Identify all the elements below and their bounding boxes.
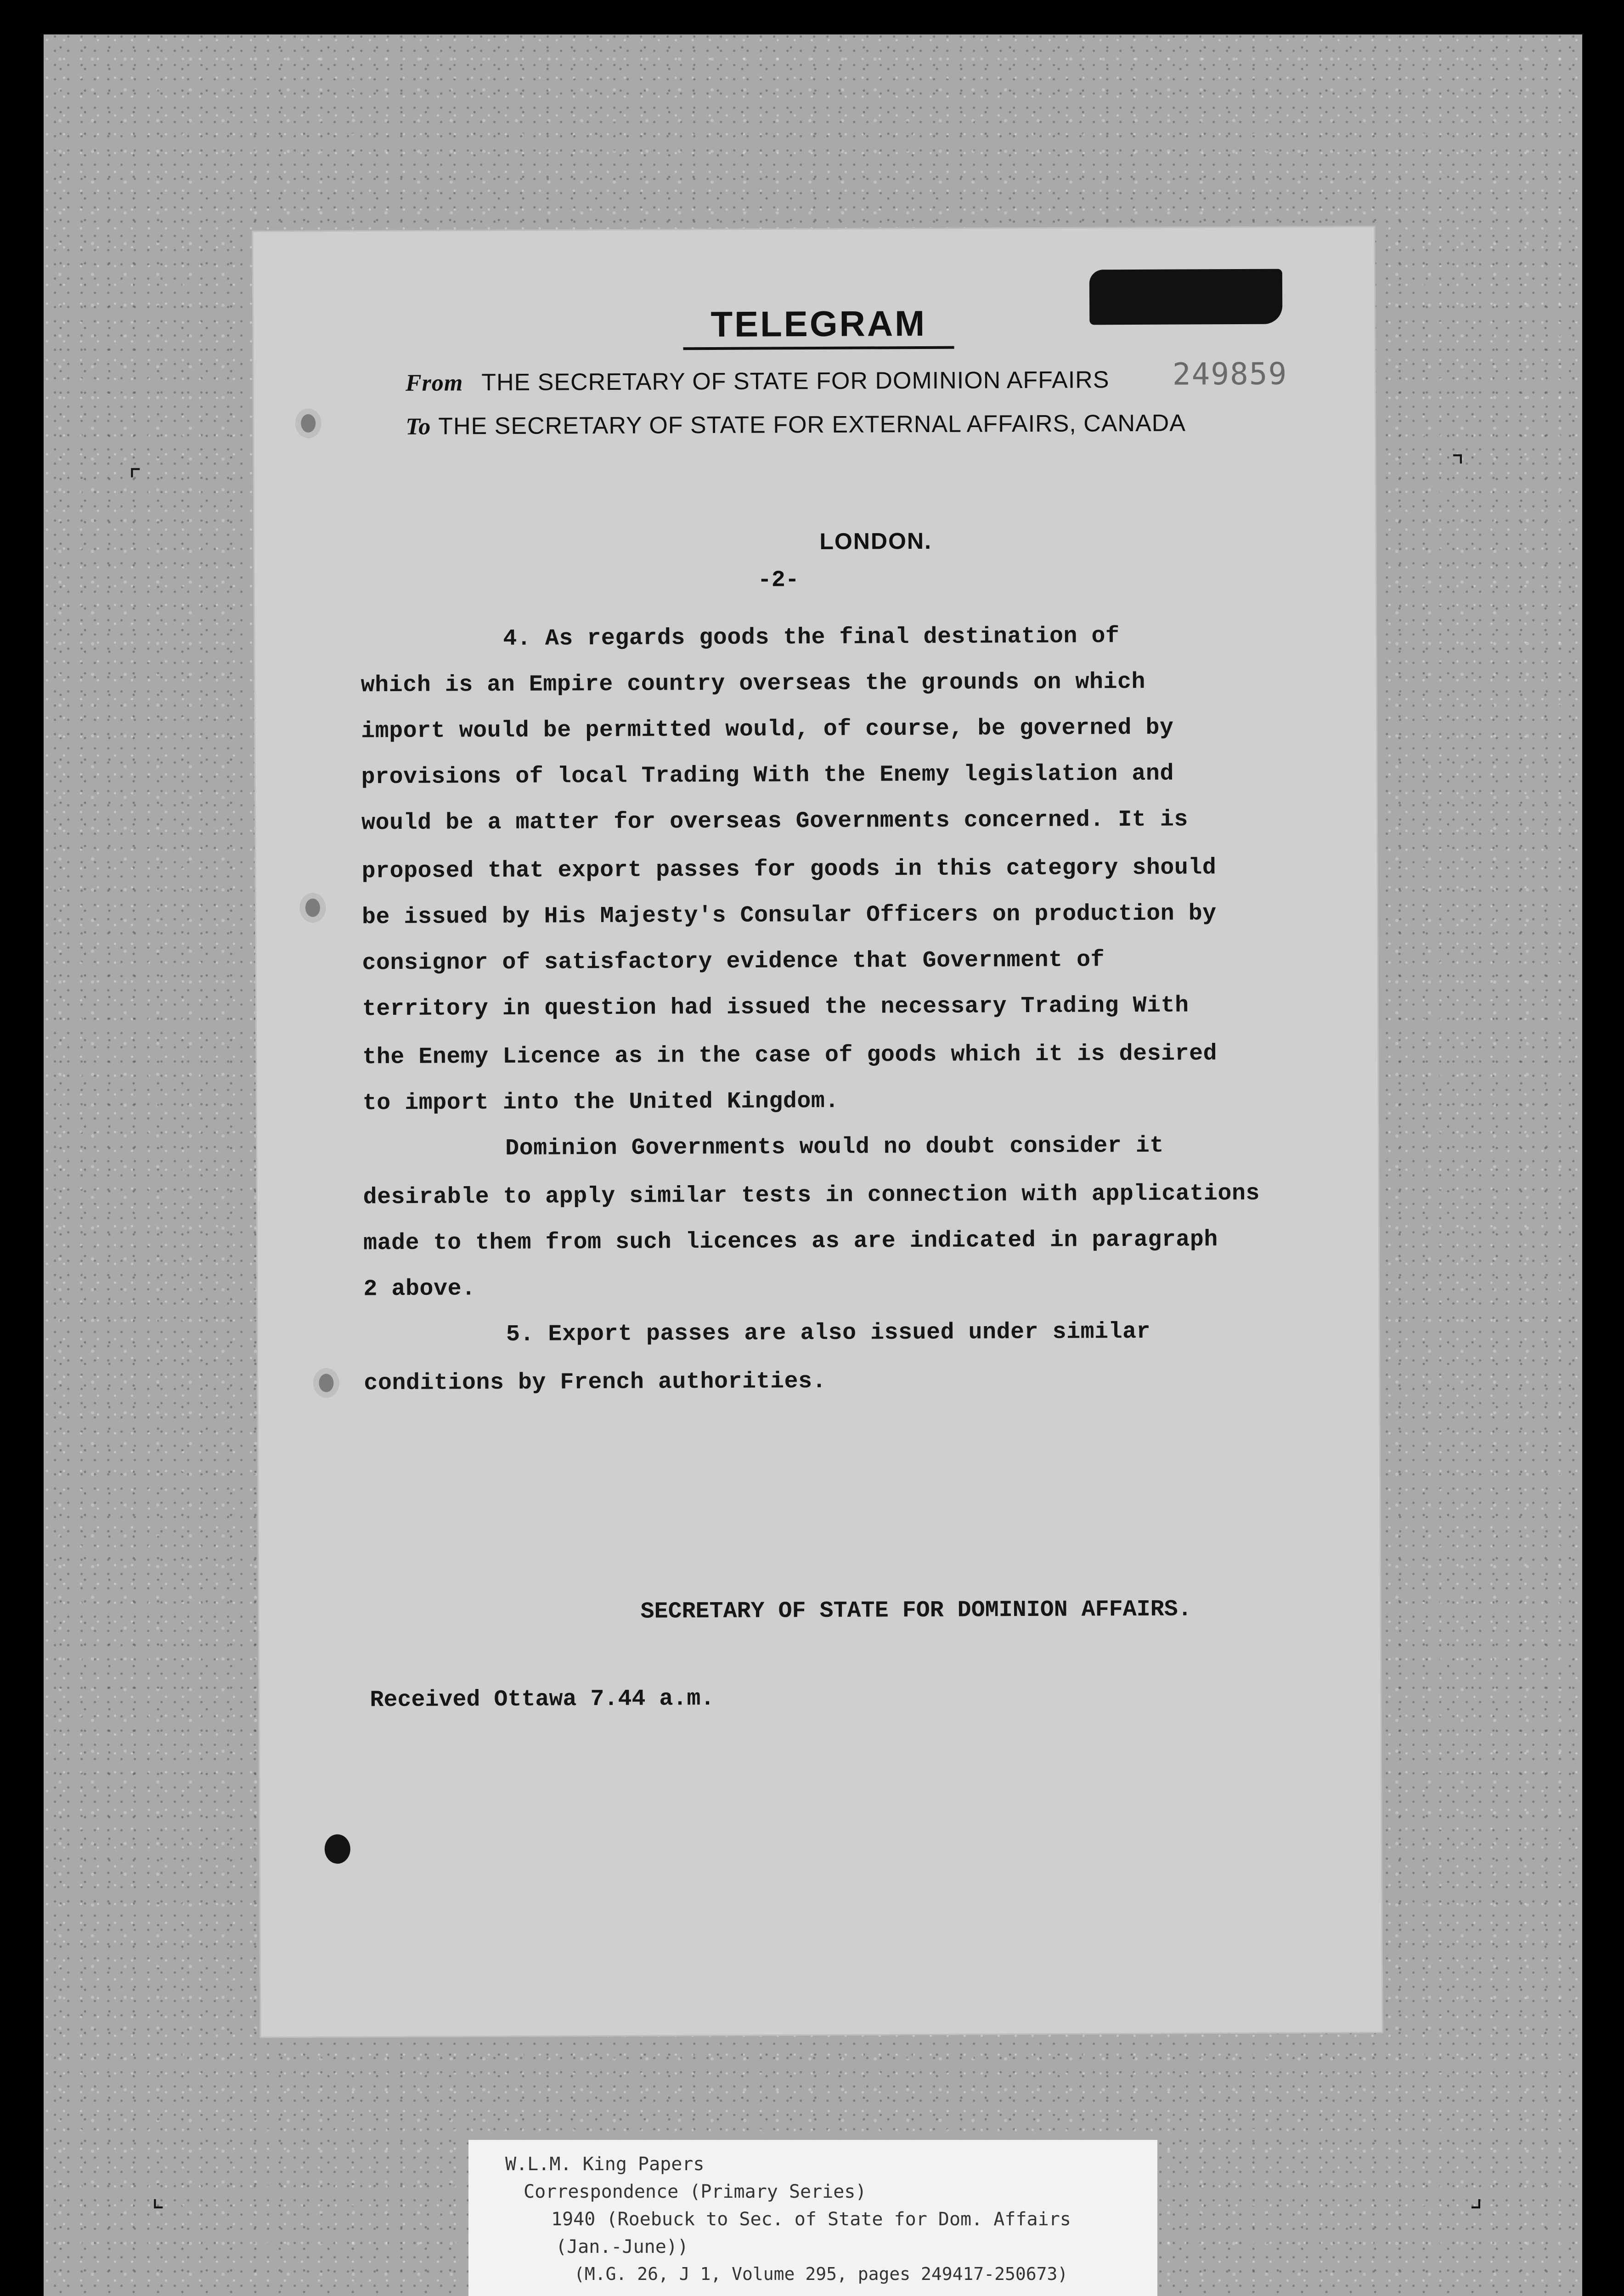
label-line: (M.G. 26, J 1, Volume 295, pages 249417-250673) <box>574 2264 1068 2284</box>
redaction-block <box>1089 269 1283 325</box>
body-line: be issued by His Majesty's Consular Officers on production by <box>361 900 1217 931</box>
body-line: provisions of local Trading With the Enemy legislation and <box>361 760 1174 791</box>
body-line: Dominion Governments would no doubt consider it <box>505 1132 1164 1162</box>
corner-mark-icon: ⌟ <box>1470 2181 1483 2213</box>
body-line: consignor of satisfactory evidence that Government of <box>362 947 1105 977</box>
label-line: (Jan.-June)) <box>556 2236 688 2257</box>
body-line: the Enemy Licence as in the case of goods which it is desired <box>362 1041 1218 1071</box>
punch-hole <box>300 893 326 923</box>
body-line: territory in question had issued the necessary Trading With <box>362 992 1189 1023</box>
body-line: would be a matter for overseas Governments concerned. It is <box>361 806 1188 837</box>
body-line: 2 above. <box>363 1276 476 1303</box>
corner-mark-icon: ⌜ <box>129 464 142 496</box>
punch-hole <box>313 1368 339 1398</box>
punch-hole <box>295 409 321 438</box>
received-line: Received Ottawa 7.44 a.m. <box>370 1685 715 1714</box>
place-of-origin: LONDON. <box>819 528 932 554</box>
telegram-page <box>253 227 1382 2037</box>
corner-mark-icon: ⌝ <box>1451 450 1465 482</box>
to-text: THE SECRETARY OF STATE FOR EXTERNAL AFFAIRS, CANADA <box>438 410 1186 440</box>
from-prefix: From <box>405 370 463 396</box>
label-line: Correspondence (Primary Series) <box>524 2181 867 2202</box>
body-line: 5. Export passes are also issued under similar <box>506 1318 1151 1348</box>
label-line: W.L.M. King Papers <box>505 2154 705 2175</box>
body-line: which is an Empire country overseas the grounds on which <box>361 669 1146 699</box>
corner-mark-icon: ⌞ <box>152 2181 165 2213</box>
body-line: conditions by French authorities. <box>364 1368 827 1397</box>
body-line: proposed that export passes for goods in this category should <box>361 855 1217 885</box>
body-line: import would be permitted would, of course, be governed by <box>361 715 1174 745</box>
body-line: to import into the United Kingdom. <box>362 1088 840 1117</box>
signature-line: SECRETARY OF STATE FOR DOMINION AFFAIRS. <box>640 1596 1192 1625</box>
to-line <box>406 409 1186 440</box>
body-line: desirable to apply similar tests in connection with applications <box>363 1180 1260 1211</box>
label-line: 1940 (Roebuck to Sec. of State for Dom. Affairs <box>551 2209 1071 2230</box>
page-number: -2- <box>757 567 799 594</box>
archive-reference-label <box>468 2140 1157 2296</box>
telegram-title: TELEGRAM <box>683 303 954 350</box>
to-prefix: To <box>406 413 431 440</box>
punch-hole <box>325 1834 350 1863</box>
document-number: 249859 <box>1172 356 1288 392</box>
body-line: made to them from such licences as are indicated in paragraph <box>363 1227 1218 1257</box>
body-line: 4. As regards goods the final destination of <box>503 623 1120 652</box>
from-text: THE SECRETARY OF STATE FOR DOMINION AFFAIRS <box>481 366 1110 396</box>
from-line <box>406 366 1110 397</box>
